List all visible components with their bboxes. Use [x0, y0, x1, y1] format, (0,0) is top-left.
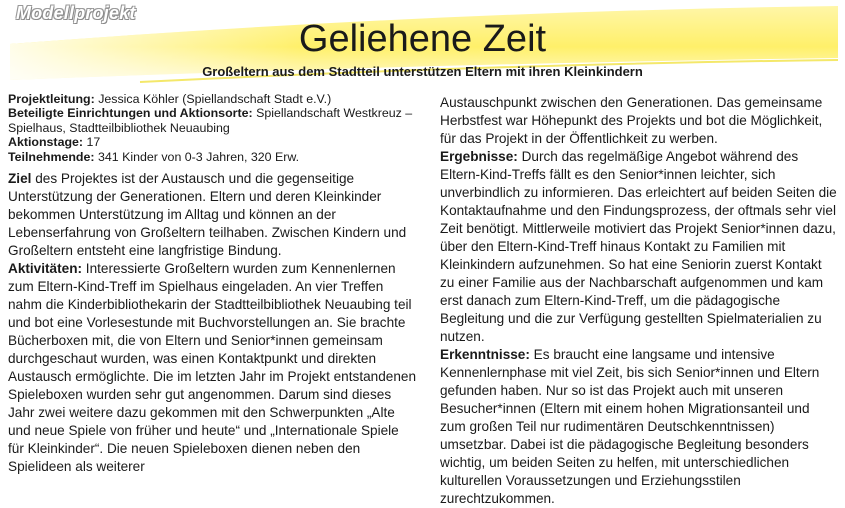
projektleitung-value: Jessica Köhler (Spiellandschaft Stadt e.V.) [98, 92, 332, 106]
page-title: Geliehene Zeit [298, 18, 547, 60]
erkenntnisse-paragraph [440, 346, 838, 508]
page-subtitle: Großeltern aus dem Stadtteil unterstützen Eltern mit ihren Kleinkindern [202, 64, 643, 79]
header-banner [0, 0, 845, 84]
right-column [440, 94, 838, 508]
aktionstage-row [8, 135, 418, 149]
einrichtungen-row [8, 106, 418, 135]
aktionstage-label: Aktionstage: [8, 135, 84, 150]
project-meta [8, 92, 418, 164]
ergebnisse-text: Durch das regelmäßige Angebot während des Eltern-Kind-Treffs fällt es den Senior*innen leichter, sich unverbindlich zu informieren. Das erleichtert auf beiden Seiten die Kontaktaufnahme und den Findungsprozess, der oftmals sehr viel Zeit benötigt. Mittlerweile motiviert das Projekt Senior*innen dazu, über den Eltern-Kind-Treff hinaus Kontakt zu Familien mit Kleinkindern aufzunehmen. So hat eine Seniorin zuerst Kontakt zu einer Familie aus der Nachbarschaft aufgenommen und kam erst danach zum Eltern-Kind-Treff, um die pädagogische Begleitung und die zur Verfügung gestellten Spielmaterialien zu nutzen. [440, 149, 837, 344]
ergebnisse-paragraph [440, 148, 838, 346]
einrichtungen-label: Beteiligte Einrichtungen und Aktionsorte: [8, 106, 253, 121]
ziel-label: Ziel [8, 171, 32, 187]
ergebnisse-label: Ergebnisse: [440, 149, 518, 164]
aktivitaeten-text-part2: Austauschpunkt zwischen den Generationen. Das gemeinsame Herbstfest war Höhepunkt des Projekts und bot die Möglichkeit, für das Projekt in der Öffentlichkeit zu werben. [440, 95, 823, 146]
teilnehmende-value: 341 Kinder von 0-3 Jahren, 320 Erw. [97, 149, 300, 164]
aktivitaeten-label: Aktivitäten: [8, 261, 83, 277]
aktivitaeten-text-part1: Interessierte Großeltern wurden zum Kennenlernen zum Eltern-Kind-Treff im Spielhaus eingeladen. An vier Treffen nahm die Kinderbibliothekarin der Stadtteilbibliothek Neuaubing teil und bot eine Vorlesestunde mit Buchvorstellungen an. Sie brachte Bücherboxen mit, die von Eltern und Senior*innen gemeinsam durchgeschaut wurden, was einen Kontaktpunkt und direkten Austausch ermöglichte. Die im letzten Jahr im Projekt entstandenen Spieleboxen wurden sehr gut angenommen. Darum sind dieses Jahr zwei weitere dazu gekommen mit den Schwerpunkten „Alte und neue Spiele von früher und heute“ und „Internationale Spiele für Kleinkinder“. Die neuen Spieleboxen dienen neben den Spielideen als weiterer [8, 261, 417, 475]
einrichtungen-value: Spiellandschaft Westkreuz – Spielhaus, Stadtteilbibliothek Neuaubing [8, 106, 413, 135]
aktivitaeten-continuation [440, 94, 838, 148]
projektleitung-row [8, 92, 418, 106]
teilnehmende-row [8, 150, 418, 164]
ziel-text: des Projektes ist der Austausch und die gegenseitige Unterstützung der Generationen. Eltern und deren Kleinkinder bekommen Unterstützung im Alltag und können an der Lebenserfahrung von Großeltern teilhaben. Zwischen Kindern und Großeltern entsteht eine langfristige Bindung. [8, 171, 407, 259]
left-column [8, 92, 418, 476]
erkenntnisse-text: Es braucht eine langsame und intensive Kennenlernphase mit viel Zeit, bis sich Senior*innen und Eltern gefunden haben. Nur so ist das Projekt auch mit unseren Besucher*innen (Eltern mit einem hohen Migrationsanteil und zum großen Teil nur rudimentären Deutschkenntnissen) umsetzbar. Dabei ist die pädagogische Begleitung besonders wichtig, um beiden Seiten zu helfen, mit unterschiedlichen kulturellen Voraussetzungen und Erziehungsstilen zurechtzukommen. [440, 347, 820, 506]
aktionstage-value: 17 [86, 135, 101, 150]
aktivitaeten-paragraph [8, 260, 418, 476]
erkenntnisse-label: Erkenntnisse: [440, 347, 530, 362]
ziel-paragraph [8, 170, 418, 260]
projektleitung-label: Projektleitung: [8, 92, 95, 106]
teilnehmende-label: Teilnehmende: [8, 149, 95, 164]
modellprojekt-badge: Modellprojekt [16, 3, 136, 23]
